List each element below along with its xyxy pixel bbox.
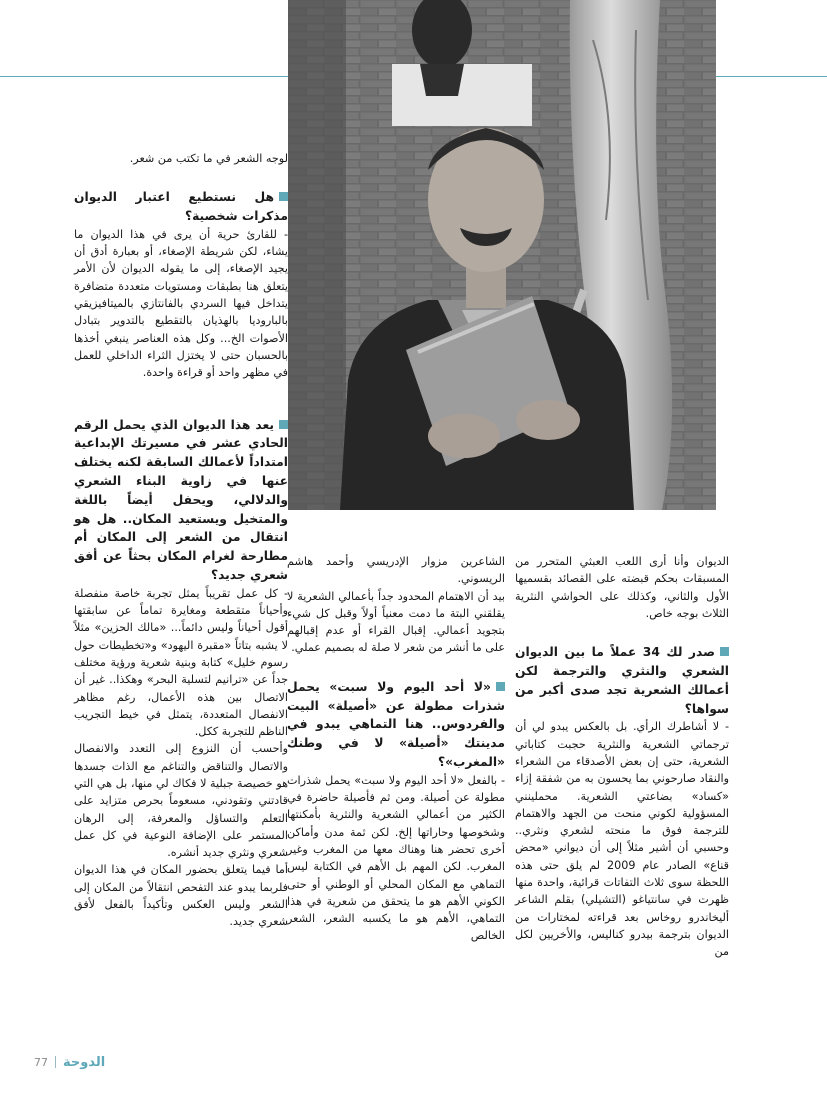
header-rule-right	[716, 76, 827, 77]
question-text: «لا أحد اليوم ولا سبت» يحمل شذرات مطولة عن «أصيلة» البيت والفردوس.. هنا التماهي يبدو في مدينتك «أصيلة» لا في وطنك «المغرب»؟	[287, 679, 505, 769]
paragraph: الديوان وأنا أرى اللعب العبثي المتحرر من المسبقات بحكم قبضته على القصائد بقسميها الأول والثاني، وكذلك على الحواشي النثرية الثلاث بوجه خاص.	[515, 555, 729, 620]
answer-paragraph: - لا أشاطرك الرأي. بل بالعكس يبدو لي أن ترجماتي الشعرية والنثرية حجبت كتاباتي الشعرية، حتى إن بعض الأصدقاء من الشعراء والنقاد صارحوني بما يحسون به من شفقة إزاء «كساد» بضاعتي الشعرية. محملينني المسؤولية لكوني منحت من الجهد والاهتمام للترجمة فوق ما منحته لشعري ونثري.. وحسبي أن أشير مثلاً إلى أن ديواني «محض قناع» الصادر عام 2009 لم يلق حتى هذه اللحظة سوى ثلاث التفاتات قرائية، واحدة منها ظهرت في سانتياغو (التشيلي) بقلم الشاعر أليخاندرو روخاس بعد قراءته لمختارات من الديوان بترجمة بيدرو كناليس، والأخريين لكل من	[515, 720, 729, 959]
portrait-photo-art	[288, 0, 716, 510]
paragraph: بيد أن الاهتمام المحدود جداً بأعمالي الشعرية لا يقلقني البتة ما دمت معنياً أولاً وقبل كل شيء بتجويد أعمالي. إقبال القراء أو عدم إقبالهم على ما أنشر من شعر لا صلة له بصميم عملي.	[287, 589, 505, 655]
answer-paragraph: - بالفعل «لا أحد اليوم ولا سبت» يحمل شذرات مطولة عن أصيلة. ومن ثم فأصيلة حاضرة في الكثير من أعمالي الشعرية والنثرية بأمكنتها وشخوصها وحاراتها إلخ. لكن ثمة مدن وأماكن أخرى تحضر هنا وهناك معها من المغرب وغير المغرب. لكن المهم بل الأهم في الكتابة ليس التماهي مع المكان المحلي أو الوطني أو حتى الكوني الأهم هو ما يتحقق من شعرية في هذا التماهي، الأهم هو ما يكسبه الشعر، الشعر الخالص	[287, 773, 505, 943]
answer-paragraph: أما فيما يتعلق بحضور المكان في هذا الديوان فلربما يبدو عند التفحص انتقالاً من المكان إلى الشعر وليس العكس وتأكيداً بالفعل لأفق شعري جديد.	[74, 863, 288, 929]
header-rule-left	[0, 76, 288, 77]
text-column-left	[74, 150, 288, 931]
question-marker-icon	[279, 420, 288, 429]
question-text: صدر لك 34 عملاً ما بين الديوان الشعري والنثري والترجمة لكن أعمالك الشعرية تجد صدى أكبر من سواها؟	[515, 645, 729, 716]
page-footer	[34, 1052, 105, 1072]
question-text: يعد هذا الديوان الذي يحمل الرقم الحادي عشر في مسيرتك الإبداعية امتداداً لأعمالك السابقة لكنه يختلف عنها في زاوية البناء الشعري والدلالي، ويحفل أيضاً باللغة والمتخيل ويستعيد المكان.. هل هو انتقال من الشعر إلى المكان أم مطارحة لغرام المكان بحثاً عن أفق شعري جديد؟	[74, 417, 288, 582]
answer-paragraph: - للقارئ حرية أن يرى في هذا الديوان ما يشاء، لكن شريطة الإصغاء، أو بعبارة أدق أن يجيد الإصغاء، إلى ما يقوله الديوان لأن الأمر يتعلق هنا بطبقات ومستويات متعددة متضافرة يتداخل فيها السردي بالفانتازي بالميتافيزيقي بالباروديا بالهذيان بالتقطيع بالتدوير بتبادل الأصوات الخ... وكل هذه العناصر ينبغي أخذها بالحسبان حتى لا يختزل الثراء الداخلي للعمل في مظهر واحد أو قراءة واحدة.	[74, 227, 288, 380]
question-marker-icon	[496, 682, 505, 691]
interview-question	[515, 643, 729, 718]
paragraph: لوجه الشعر في ما تكتب من شعر.	[129, 152, 288, 165]
answer-paragraph: - كل عمل تقريباً يمثل تجربة خاصة منفصلة وأحياناً متقطعة ومغايرة تماماً عن سابقتها أقول أحياناً وليس دائماً... «مالك الحزين» مثلاً لا يشبه بتاتاً «مقبرة اليهود» و«تخطيطات حول رسوم خليل» كتابة وبنية شعرية ورؤية مختلف جداً عن «ترانيم لتسلية البحر» وهكذا.. غير أن الاتصال بين هذه الأعمال، رغم مظاهر الانفصال المتعددة، يتمثل في خيط التجريب الناظم للتجربة ككل.	[74, 586, 288, 739]
question-text: هل نستطيع اعتبار الديوان مذكرات شخصية؟	[74, 190, 288, 224]
interview-question	[74, 188, 288, 226]
question-marker-icon	[720, 647, 729, 656]
text-column-middle	[287, 553, 505, 945]
page-number: 77	[34, 1055, 48, 1069]
portrait-photo	[288, 0, 716, 510]
interview-question	[287, 678, 505, 772]
magazine-name: الدوحة	[63, 1054, 106, 1070]
paragraph: الشاعرين مزوار الإدريسي وأحمد هاشم الريسوني.	[287, 555, 505, 586]
interview-question	[74, 416, 288, 585]
footer-divider	[55, 1056, 56, 1068]
answer-paragraph: وأحسب أن النزوع إلى التعدد والانفصال والاتصال والتناقض والتناغم مع الذات جسدها هو خصيصة جبلية لا فكاك لي منها، بل هي التي قادتني وتقودني، مسعوماً بحرص متزايد على التعلم والتساؤل والمعرفة، إلى الرهان المستمر على الإضافة النوعية في كل عمل شعري ونثري جديد أنشره.	[74, 742, 288, 860]
question-marker-icon	[279, 192, 288, 201]
text-column-right	[515, 553, 729, 961]
